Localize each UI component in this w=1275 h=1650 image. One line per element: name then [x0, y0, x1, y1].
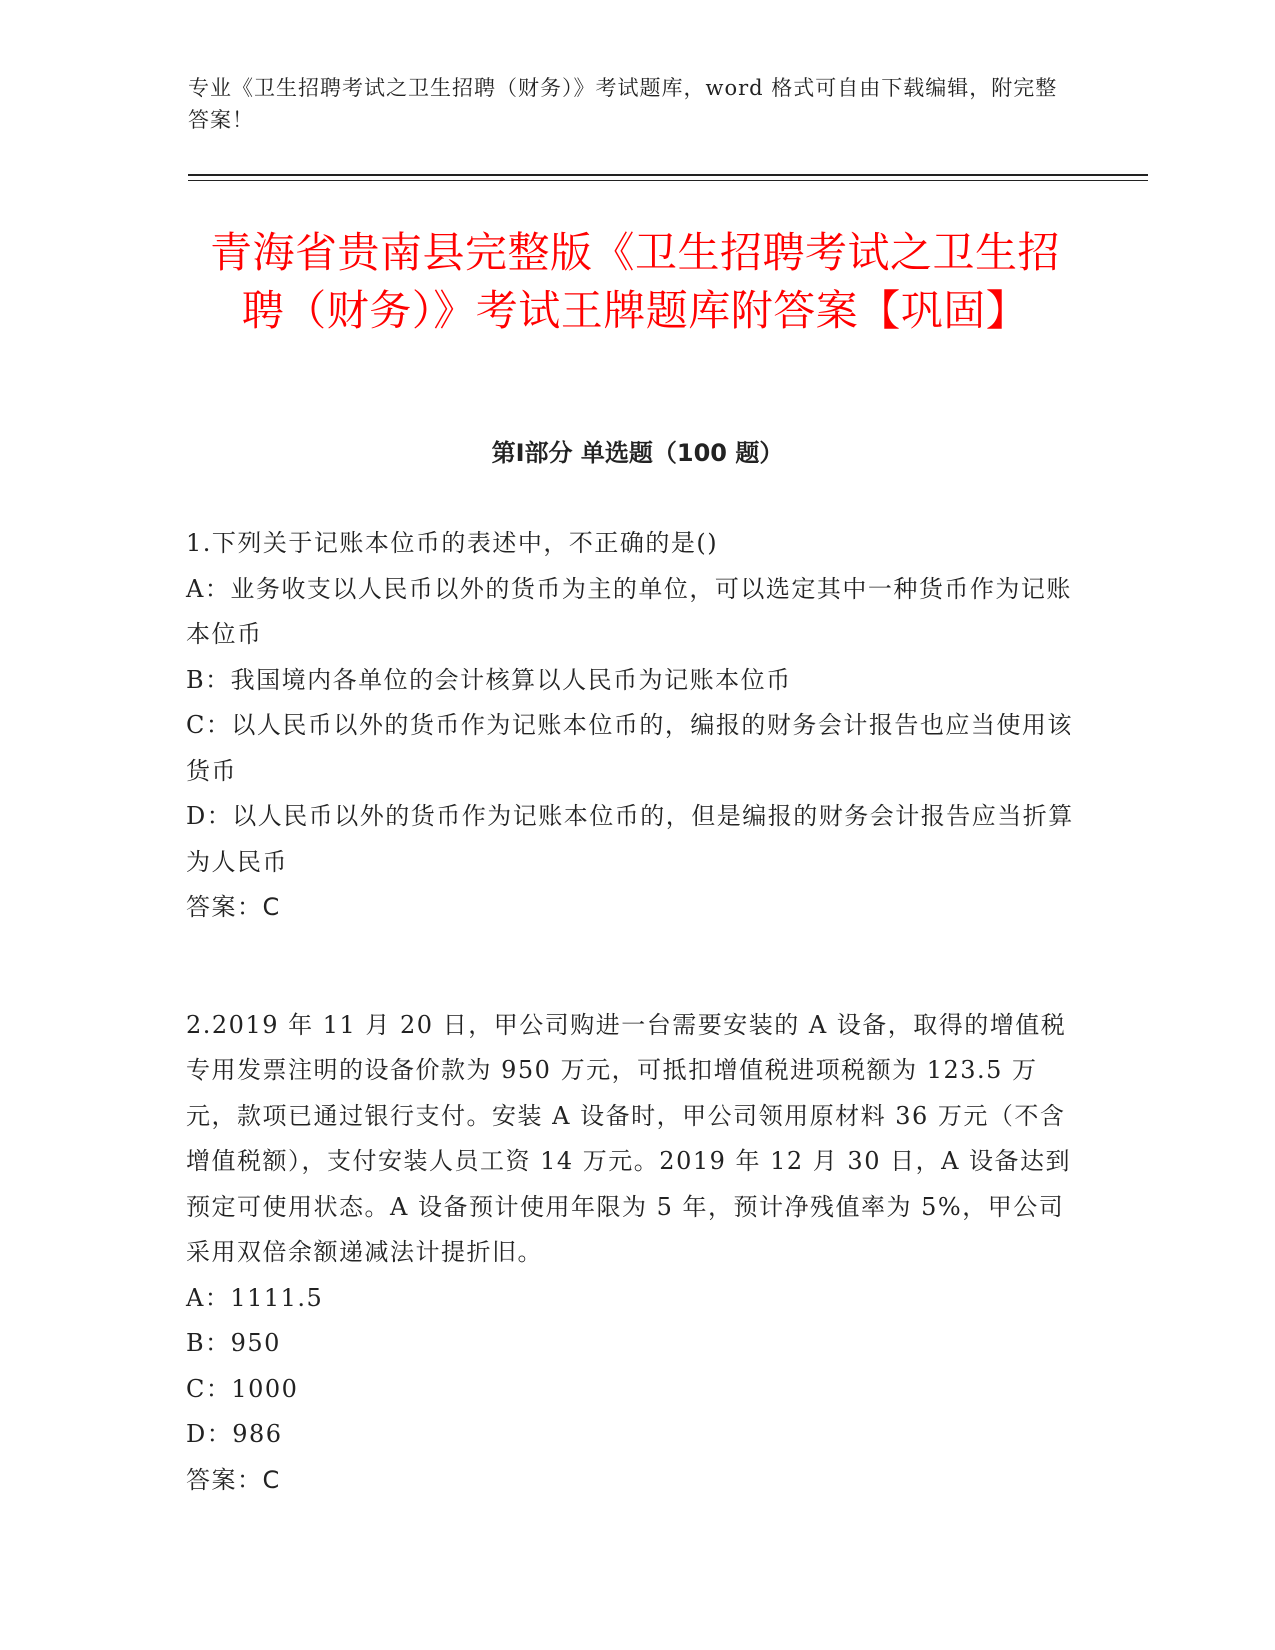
question-item-2: [186, 1003, 1081, 1504]
header-divider-thick: [188, 174, 1148, 176]
section-heading: 第Ⅰ部分 单选题（100 题）: [491, 439, 784, 467]
option-a: A：业务收支以人民币以外的货币为主的单位，可以选定其中一种货币作为记账本位币: [186, 574, 1072, 648]
question-list: [186, 521, 1081, 1575]
question-item-1: [186, 521, 1081, 931]
option-c: C：1000: [186, 1374, 299, 1403]
option-b: B：我国境内各单位的会计核算以人民币为记账本位币: [186, 665, 792, 694]
option-d: D：986: [186, 1420, 283, 1448]
answer-text: 答案：C: [186, 1465, 281, 1494]
answer-text: 答案：C: [186, 893, 281, 921]
document-title: 青海省贵南县完整版《卫生招聘考试之卫生招聘（财务）》考试王牌题库附答案【巩固】: [209, 228, 1060, 335]
question-stem: 2.2019 年 11 月 20 日，甲公司购进一台需要安装的 A 设备，取得的增值税专用发票注明的设备价款为 950 万元，可抵扣增值税进项税额为 123.5 万元，款项已通过银行支付。安装 A 设备时，甲公司领用原材料 36 万元（不含增值税额），支付安装人员工资 14 万元。2019 年 12 月 30 日，A 设备达到预定可使用状态。A 设备预计使用年限为 5 年，预计净残值率为 5%，甲公司采用双倍余额递减法计提折旧。: [186, 1010, 1072, 1266]
option-b: B：950: [186, 1329, 281, 1357]
question-stem: 1.下列关于记账本位币的表述中，不正确的是(): [186, 529, 719, 557]
option-c: C：以人民币以外的货币作为记账本位币的，编报的财务会计报告也应当使用该货币: [186, 711, 1073, 785]
option-d: D：以人民币以外的货币作为记账本位币的，但是编报的财务会计报告应当折算为人民币: [186, 802, 1074, 876]
header-note: 专业《卫生招聘考试之卫生招聘（财务）》考试题库，word 格式可自由下载编辑，附完整答案！: [188, 76, 1058, 132]
header-divider-thin: [188, 180, 1148, 181]
option-a: A：1111.5: [186, 1283, 324, 1312]
